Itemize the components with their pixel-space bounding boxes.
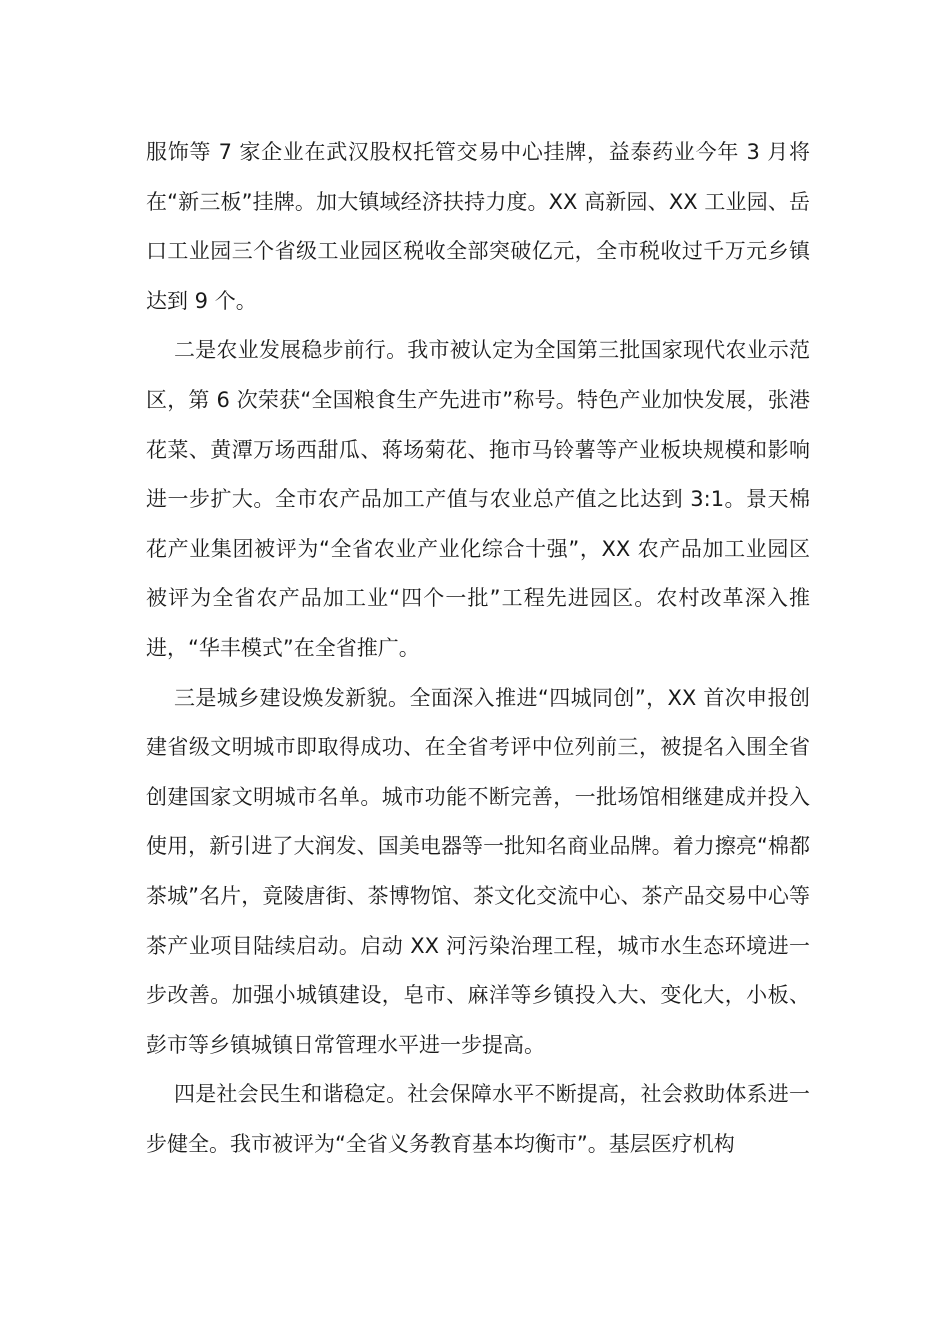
paragraph-agriculture: 二是农业发展稳步前行。我市被认定为全国第三批国家现代农业示范区，第 6 次荣获“全国粮食生产先进市”称号。特色产业加快发展，张港花菜、黄潭万场西甜瓜、蒋场菊花、拖市马铃薯等产业板块规模和影响进一步扩大。全市农产品加工产值与农业总产值之比达到 3:1。景天棉花产业集团被评为“全省农业产业化综合十强”，XX 农产品加工业园区被评为全省农产品加工业“四个一批”工程先进园区。农村改革深入推进，“华丰模式”在全省推广。 <box>146 338 810 660</box>
paragraph-livelihood: 四是社会民生和谐稳定。社会保障水平不断提高，社会救助体系进一步健全。我市被评为“全省义务教育基本均衡市”。基层医疗机构 <box>146 1082 810 1156</box>
paragraph-urban-rural: 三是城乡建设焕发新貌。全面深入推进“四城同创”，XX 首次申报创建省级文明城市即取得成功、在全省考评中位列前三，被提名入围全省创建国家文明城市名单。城市功能不断完善，一批场馆相继建成并投入使用，新引进了大润发、国美电器等一批知名商业品牌。着力擦亮“棉都茶城”名片，竟陵唐街、茶博物馆、茶文化交流中心、茶产品交易中心等茶产业项目陆续启动。启动 XX 河污染治理工程，城市水生态环境进一步改善。加强小城镇建设，皂市、麻洋等乡镇投入大、变化大，小板、彭市等乡镇城镇日常管理水平进一步提高。 <box>146 685 810 1057</box>
paragraph-continuation: 服饰等 7 家企业在武汉股权托管交易中心挂牌，益泰药业今年 3 月将在“新三板”挂牌。加大镇域经济扶持力度。XX 高新园、XX 工业园、岳口工业园三个省级工业园区税收全部突破亿元，全市税收过千万元乡镇达到 9 个。 <box>146 140 810 313</box>
document-body <box>146 128 810 1169</box>
